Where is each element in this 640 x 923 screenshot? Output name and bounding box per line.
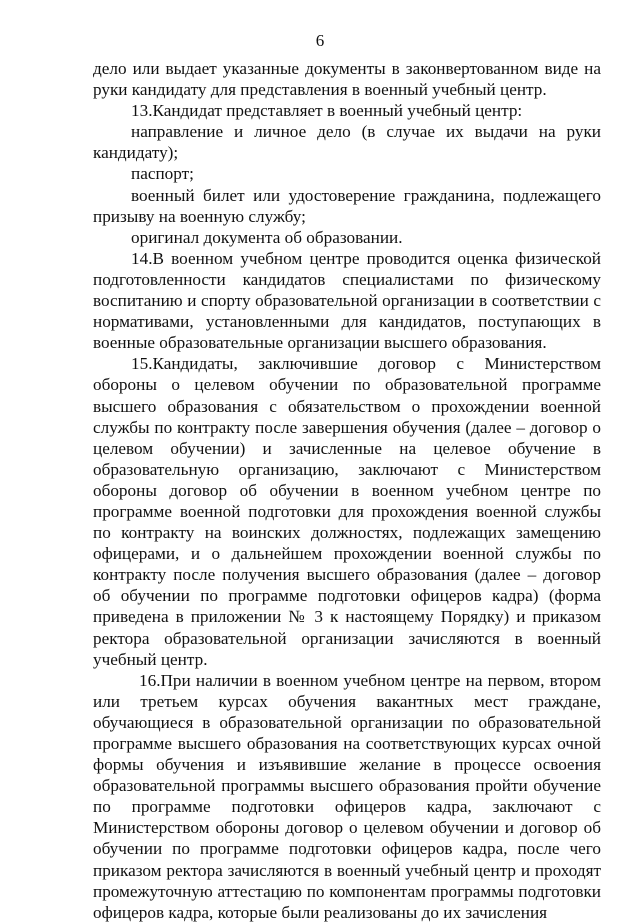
paragraph-16: 16.При наличии в военном учебном центре на первом, втором или третьем курсах обучения вакантных мест граждане, обучающиеся в образовательной организации по образовательной программе высшего образования на соответствующих курсах очной формы обучения и изъявившие желание в процессе освоения образовательной программы высшего образования пройти обучение по программе подготовки офицеров кадра, заключают с Министерством обороны договор о целевом обучении и договор об обучении по программе подготовки офицеров кадра, после чего приказом ректора зачисляются в военный учебный центр и проходят промежуточную аттестацию по компонентам программы подготовки офицеров кадра, которые были реализованы до их зачисления xyxy=(93,670,601,922)
list-item-education-document: оригинал документа об образовании. xyxy=(131,227,403,247)
list-item-passport: паспорт; xyxy=(131,164,194,184)
document-body xyxy=(93,58,601,923)
page-number: 6 xyxy=(315,31,325,50)
list-item-referral: направление и личное дело (в случае их выдачи на руки кандидату); xyxy=(93,122,601,163)
paragraph-13: 13.Кандидат представляет в военный учебный центр: xyxy=(131,101,523,121)
paragraph-14: 14.В военном учебном центре проводится оценка физической подготовленности кандидатов специалистами по физическому воспитанию и спорту образовательной организации в соответствии с нормативами, установленными для кандидатов, поступающих в военные образовательные организации высшего образования. xyxy=(93,248,601,353)
paragraph-15: 15.Кандидаты, заключившие договор с Министерством обороны о целевом обучении по образовательной программе высшего образования с обязательством о прохождении военной службы по контракту после завершения обучения (далее – договор о целевом обучении) и зачисленные на целевое обучение в образовательную организацию, заключают с Министерством обороны договор об обучении в военном учебном центре по программе военной подготовки для прохождения военной службы по контракту на воинских должностях, подлежащих замещению офицерами, и о дальнейшем прохождении военной службы по контракту после получения высшего образования (далее – договор об обучении по программе подготовки офицеров кадра) (форма приведена в приложении № 3 к настоящему Порядку) и приказом ректора образовательной организации зачисляются в военный учебный центр. xyxy=(93,354,601,669)
list-item-military-id: военный билет или удостоверение гражданина, подлежащего призыву на военную службу; xyxy=(93,185,601,226)
paragraph-continuation: дело или выдает указанные документы в законвертованном виде на руки кандидату для представления в военный учебный центр. xyxy=(93,59,601,100)
